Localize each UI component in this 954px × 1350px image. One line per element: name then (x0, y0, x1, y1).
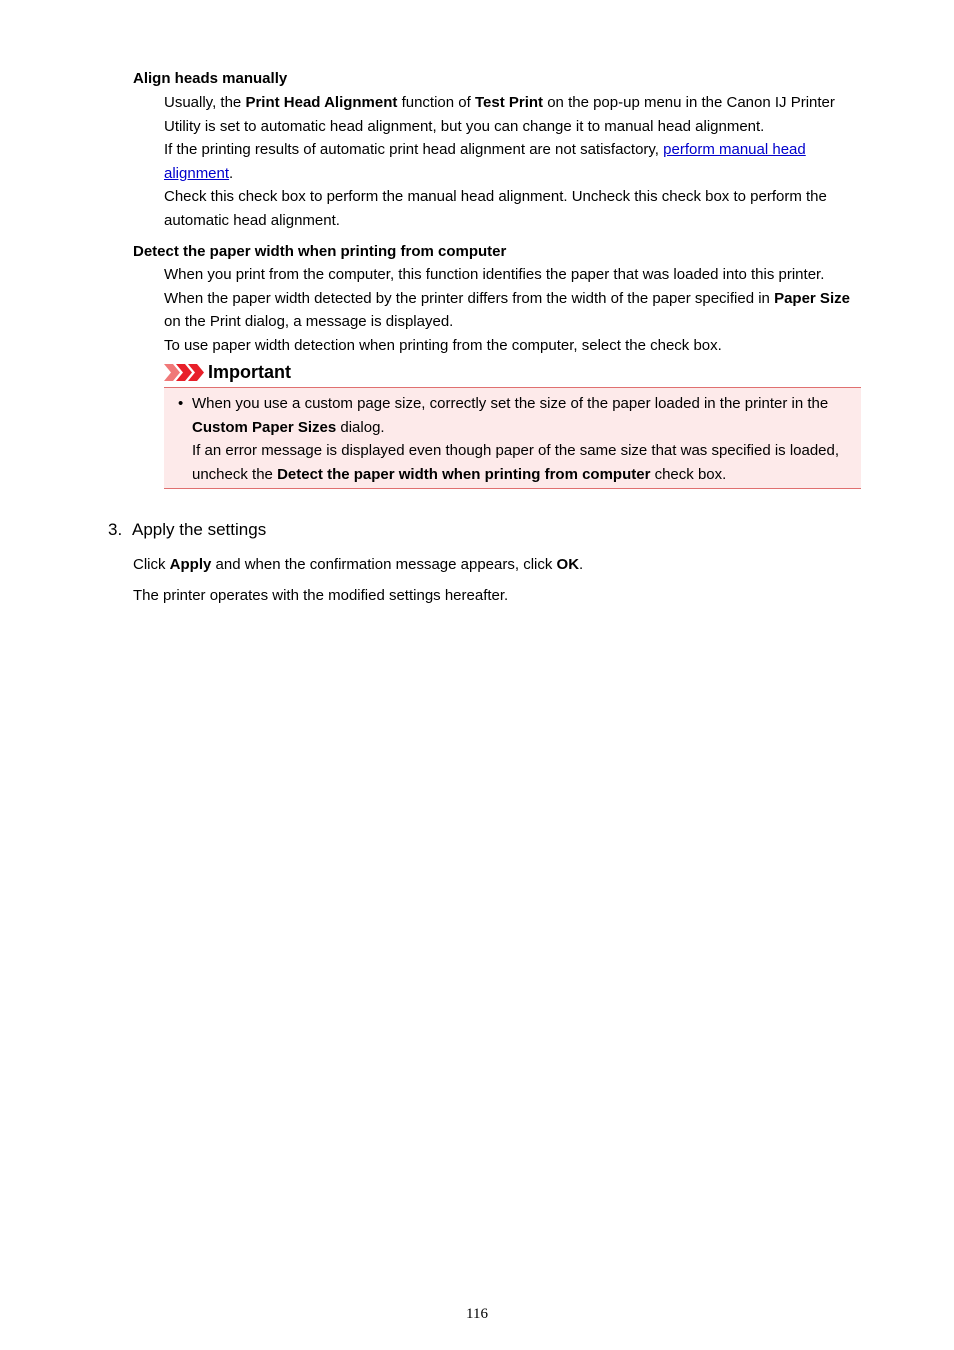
step-title: Apply the settings (132, 520, 267, 539)
ui-term-detect-paper-width: Detect the paper width when printing from computer (277, 465, 651, 483)
paragraph: To use paper width detection when printing from the computer, select the check box. (164, 336, 722, 354)
important-header (164, 360, 291, 384)
important-title: Important (208, 362, 291, 382)
important-chevrons-icon (164, 364, 204, 381)
term-align-heads-manually: Align heads manually (133, 70, 288, 87)
description-detect-paper-width (164, 263, 864, 357)
ui-term-test-print: Test Print (474, 94, 544, 111)
paragraph: When you print from the computer, this function identifies the paper that was loaded into this printer. (164, 266, 825, 283)
bullet: • (178, 395, 184, 412)
step-3-heading (108, 518, 266, 542)
important-box (164, 387, 861, 489)
paragraph: If the printing results of automatic print head alignment are not satisfactory, perform manual head alignment. (164, 141, 806, 182)
step-3-instruction: Click Apply and when the confirmation message appears, click OK. (133, 556, 584, 573)
step-number: 3. (108, 520, 123, 539)
step-3-result: The printer operates with the modified settings hereafter. (133, 587, 509, 604)
ui-term-custom-paper-sizes: Custom Paper Sizes (192, 418, 337, 436)
paragraph: If an error message is displayed even though paper of the same size that was specified is loaded, uncheck the Detect the paper width when printing from computer check box. (192, 442, 840, 483)
paragraph: Usually, the Print Head Alignment function of Test Print on the pop-up menu in the Canon IJ Printer Utility is set to automatic head alignment, but you can change it to manual head alignment. (164, 94, 835, 135)
perform-manual-head-alignment-link[interactable]: perform manual head alignment (164, 141, 806, 182)
ui-term-paper-size: Paper Size (774, 289, 850, 307)
paragraph: When the paper width detected by the printer differs from the width of the paper specified in Paper Size on the Print dialog, a message is displayed. (164, 289, 850, 330)
paragraph: Check this check box to perform the manual head alignment. Uncheck this check box to perform the automatic head alignment. (164, 188, 827, 229)
ui-term-ok: OK (556, 556, 580, 573)
ui-term-print-head-alignment: Print Head Alignment (245, 94, 398, 111)
ui-term-apply: Apply (169, 556, 212, 573)
description-align-heads-manually (164, 91, 864, 232)
term-detect-paper-width: Detect the paper width when printing from computer (133, 243, 507, 260)
important-list-item (192, 392, 852, 486)
paragraph: When you use a custom page size, correctly set the size of the paper loaded in the printer in the Custom Paper Sizes dialog. (192, 395, 829, 436)
page-number: 116 (466, 1306, 488, 1322)
